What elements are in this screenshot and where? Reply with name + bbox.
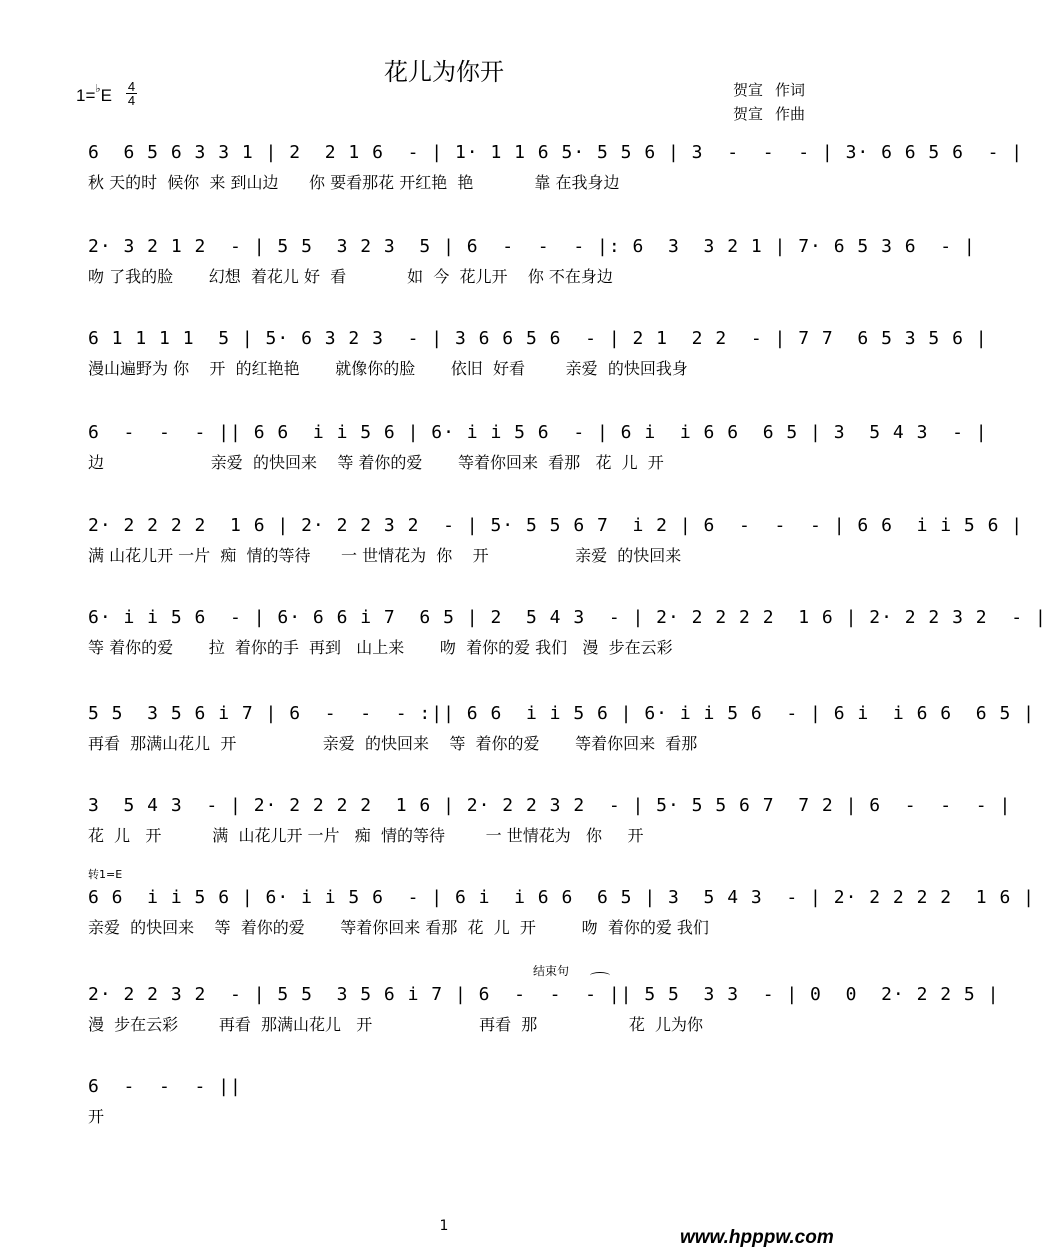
meter-bottom: 4 bbox=[127, 93, 136, 108]
score-system-2 bbox=[88, 234, 976, 290]
lyrics-line: 秋 天的时 候你 来 到山边 你 要看那花 开红艳 艳 靠 在我身边 bbox=[88, 173, 620, 192]
key-note: E bbox=[100, 86, 112, 105]
score-system-9 bbox=[88, 885, 1035, 941]
score-system-11 bbox=[88, 1074, 813, 1130]
key-signature bbox=[76, 83, 112, 106]
score-system-6 bbox=[88, 605, 1047, 661]
notation-line: 2· 2 2 2 2 1 6 | 2· 2 2 3 2 - | 5· 5 5 6 7 i 2 | 6 - - - | 6 6 i i 5 6 | bbox=[88, 515, 1024, 536]
score-system-4 bbox=[88, 420, 988, 476]
score-system-8 bbox=[88, 793, 1012, 849]
time-signature bbox=[126, 80, 137, 107]
notation-line: 6· i i 5 6 - | 6· 6 6 i 7 6 5 | 2 5 4 3 - | 2· 2 2 2 2 1 6 | 2· 2 2 3 2 - | bbox=[88, 607, 1047, 628]
lyrics-line: 漫山遍野为 你 开 的红艳艳 就像你的脸 依旧 好看 亲爱 的快回我身 bbox=[88, 359, 688, 378]
page-number: 1 bbox=[439, 1218, 449, 1234]
notation-line: 6 - - - || 6 6 i i 5 6 | 6· i i 5 6 - | 6 i i 6 6 6 5 | 3 5 4 3 - | bbox=[88, 422, 988, 443]
lyrics-line: 花 儿 开 满 山花儿开 一片 痴 情的等待 一 世情花为 你 开 bbox=[88, 826, 644, 845]
lyrics-line: 亲爱 的快回来 等 着你的爱 等着你回来 看那 花 儿 开 吻 着你的爱 我们 bbox=[88, 918, 709, 937]
flat-sign: ♭ bbox=[95, 83, 101, 95]
composer-credit bbox=[733, 102, 805, 126]
composer-role: 作曲 bbox=[775, 105, 806, 123]
notation-line: 5 5 3 5 6 i 7 | 6 - - - :|| 6 6 i i 5 6 | 6· i i 5 6 - | 6 i i 6 6 6 5 | bbox=[88, 703, 1035, 724]
notation-line: 6 1 1 1 1 5 | 5· 6 3 2 3 - | 3 6 6 5 6 - | 2 1 2 2 - | 7 7 6 5 3 5 6 | bbox=[88, 328, 988, 349]
notation-line: 3 5 4 3 - | 2· 2 2 2 2 1 6 | 2· 2 2 3 2 - | 5· 5 5 6 7 7 2 | 6 - - - | bbox=[88, 795, 1012, 816]
modulation-mark: 转1=E bbox=[88, 868, 123, 881]
notation-line: 2· 3 2 1 2 - | 5 5 3 2 3 5 | 6 - - - |: 6 3 3 2 1 | 7· 6 5 3 6 - | bbox=[88, 236, 976, 257]
notation-line: 6 - - - || bbox=[88, 1076, 242, 1097]
lyricist-role: 作词 bbox=[775, 81, 806, 99]
lyricist-credit bbox=[733, 78, 805, 102]
ending-label: 结束句 bbox=[533, 964, 570, 978]
score-system-5 bbox=[88, 513, 1024, 569]
notation-line: 2· 2 2 3 2 - | 5 5 3 5 6 i 7 | 6 - - - || 5 5 3 3 - | 0 0 2· 2 2 5 | bbox=[88, 984, 1000, 1005]
lyrics-line: 吻 了我的脸 幻想 着花儿 好 看 如 今 花儿开 你 不在身边 bbox=[88, 267, 613, 286]
meter-top: 4 bbox=[127, 79, 136, 94]
score-system-10 bbox=[88, 982, 1000, 1038]
song-title: 花儿为你开 bbox=[384, 58, 504, 86]
fermata-icon bbox=[590, 972, 610, 979]
lyrics-line: 漫 步在云彩 再看 那满山花儿 开 再看 那 花 儿为你 bbox=[88, 1015, 703, 1034]
notation-line: 6 6 5 6 3 3 1 | 2 2 1 6 - | 1· 1 1 6 5· 5 5 6 | 3 - - - | 3· 6 6 5 6 - | bbox=[88, 142, 1024, 163]
lyrics-line: 开 bbox=[88, 1107, 105, 1126]
credits bbox=[733, 78, 805, 126]
composer-name: 贺宣 bbox=[733, 105, 764, 123]
lyrics-line: 满 山花儿开 一片 痴 情的等待 一 世情花为 你 开 亲爱 的快回来 bbox=[88, 546, 682, 565]
lyrics-line: 边 亲爱 的快回来 等 着你的爱 等着你回来 看那 花 儿 开 bbox=[88, 453, 664, 472]
lyrics-line: 再看 那满山花儿 开 亲爱 的快回来 等 着你的爱 等着你回来 看那 bbox=[88, 734, 698, 753]
notation-line: 6 6 i i 5 6 | 6· i i 5 6 - | 6 i i 6 6 6 5 | 3 5 4 3 - | 2· 2 2 2 2 1 6 | bbox=[88, 887, 1035, 908]
key-prefix: 1= bbox=[76, 86, 96, 105]
score-system-3 bbox=[88, 326, 988, 382]
website-watermark: www.hpppw.com bbox=[680, 1227, 834, 1248]
score-system-1 bbox=[88, 140, 1024, 196]
lyrics-line: 等 着你的爱 拉 着你的手 再到 山上来 吻 着你的爱 我们 漫 步在云彩 bbox=[88, 638, 673, 657]
score-system-7 bbox=[88, 701, 1035, 757]
lyricist-name: 贺宣 bbox=[733, 81, 764, 99]
